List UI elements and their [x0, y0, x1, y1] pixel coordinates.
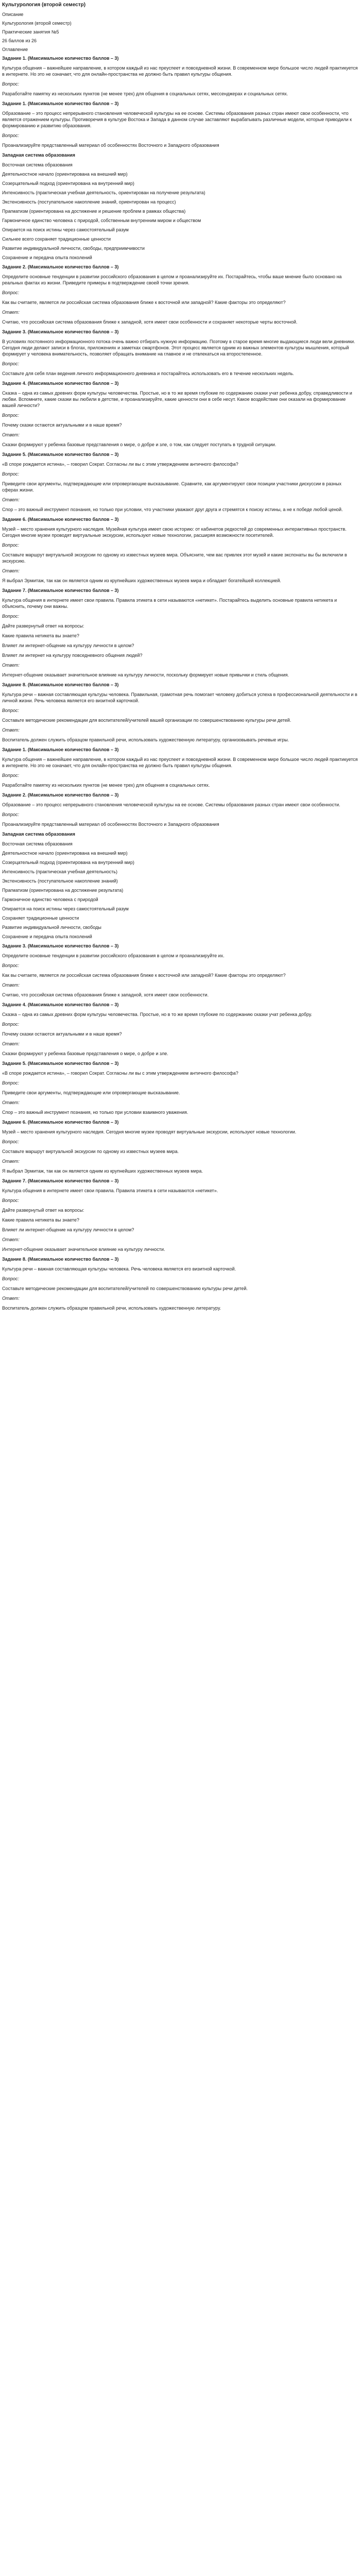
list-item: Созерцательный подход (ориентирована на внутренний мир) — [2, 860, 134, 865]
question-label: Вопрос: — [2, 1080, 19, 1086]
paragraph: Составьте маршрут виртуальной экскурсии по одному из известных музеев мира. Объясните, чем вас привлек этот музей и какие экспонаты вы бы включили в экскурсию. — [2, 552, 347, 564]
question-label: Ответ: — [2, 432, 20, 437]
question-label: Вопрос: — [2, 773, 19, 778]
question-label: Вопрос: — [2, 614, 19, 619]
paragraph: Почему сказки остаются актуальными и в наше время? — [2, 422, 122, 428]
task-heading: Задание 5. (Максимальное количество баллов – 3) — [2, 1061, 119, 1066]
task-section — [2, 100, 358, 148]
question-label: Вопрос: — [2, 413, 19, 418]
task-heading: Задание 7. (Максимальное количество баллов – 3) — [2, 588, 119, 593]
paragraph: Я выбрал Эрмитаж, так как он является одним из крупнейших художественных музеев мира и обладает богатейшей коллекцией. — [2, 578, 281, 583]
paragraph: Влияет ли интернет на культуру повседневного общения людей? — [2, 653, 143, 658]
paragraph: Сказки формируют у ребенка базовые представления о мире, о добре и зле. — [2, 1051, 168, 1056]
paragraph: Я выбрал Эрмитаж, так как он является одним из крупнейших художественных музеев мира. — [2, 1168, 203, 1174]
meta-score: 26 баллов из 26 — [2, 38, 37, 43]
paragraph: Считаю, что российская система образования ближе к западной, хотя имеет свои особенности. — [2, 992, 209, 997]
paragraph: Почему сказки остаются актуальными и в наше время? — [2, 1031, 122, 1037]
task-heading: Задание 6. (Максимальное количество баллов – 3) — [2, 517, 119, 522]
paragraph: Культура речи – важная составляющая культуры человека. Правильная, грамотная речь помогает человеку добиться успеха в профессиональной деятельности и в личной жизни. Речь человека является его визитной карточкой. — [2, 692, 357, 703]
task-heading: Задание 1. (Максимальное количество баллов – 3) — [2, 101, 119, 106]
question-label: Ответ: — [2, 310, 20, 315]
question-label: Ответ: — [2, 1237, 20, 1242]
paragraph: «В споре рождается истина», – говорил Сократ. Согласны ли вы с этим утверждением античного философа? — [2, 462, 238, 467]
question-label: Вопрос: — [2, 290, 19, 295]
task-section — [2, 747, 358, 788]
question-label: Вопрос: — [2, 1276, 19, 1281]
task-section — [2, 1060, 358, 1115]
question-label: Вопрос: — [2, 361, 19, 366]
paragraph: Составьте методические рекомендации для воспитателей/учителей по совершенствованию культуры речи детей. — [2, 1286, 248, 1291]
paragraph: Как вы считаете, является ли российская система образования ближе к восточной или западной? Какие факторы это определяют? — [2, 300, 286, 305]
paragraph: Дайте развернутый ответ на вопросы: — [2, 1208, 84, 1213]
paragraph: Разработайте памятку из нескольких пунктов (не менее трех) для общения в социальных сетях, мессенджерах и социальных сетях. — [2, 91, 288, 96]
list-item: Созерцательный подход (ориентирована на внутренний мир) — [2, 181, 134, 186]
meta-contents-link[interactable]: Оглавление — [2, 47, 28, 52]
paragraph: Проанализируйте представленный материал об особенностях Восточного и Западного образования — [2, 143, 219, 148]
question-label: Ответ: — [2, 568, 20, 573]
paragraph: Считаю, что российская система образования ближе к западной, хотя имеет свои особенности и сохраняет некоторые черты восточной. — [2, 319, 298, 325]
paragraph: Музей – место хранения культурного наследия. Музейная культура имеет свою историю: от кабинетов редкостей до современных интерактивных пространств. Сегодня многие музеи проводят виртуальные экскурсии, используют новые технологии, расширяя возможности посетителей. — [2, 527, 347, 538]
list-item: Гармоничное единство человека с природой — [2, 897, 98, 902]
question-label: Вопрос: — [2, 1022, 19, 1027]
meta-course-name: Культурология (второй семестр) — [2, 21, 72, 26]
task-section — [2, 55, 358, 97]
paragraph: Составьте методические рекомендации для воспитателей/учителей вашей организации по совершенствованию культуры речи детей. — [2, 718, 291, 723]
paragraph: «В споре рождается истина», – говорил Сократ. Согласны ли вы с этим утверждением античного философа? — [2, 1071, 238, 1076]
paragraph: Воспитатель должен служить образцом правильной речи, использовать художественную литературу. — [2, 1306, 221, 1311]
paragraph: Приведите свои аргументы, подтверждающие или опровергающие высказывание. Сравните, как аргументируют свои позиции участники дискуссии в разных сферах жизни. — [2, 481, 342, 493]
paragraph: Влияет ли интернет-общение на культуру личности в целом? — [2, 643, 134, 648]
question-label: Ответ: — [2, 727, 20, 733]
paragraph: Влияет ли интернет-общение на культуру личности в целом? — [2, 1227, 134, 1232]
document-meta — [2, 11, 358, 53]
task-section — [2, 264, 358, 325]
paragraph: Составьте маршрут виртуальной экскурсии по одному из известных музеев мира. — [2, 1149, 179, 1154]
paragraph: Спор – это важный инструмент познания, но только при условии, что участники уважают друг друга и стремятся к поиску истины, а не к победе любой ценой. — [2, 507, 343, 512]
paragraph: Культура общения в интернете имеет свои правила. Правила этикета в сети называются «нетикет». — [2, 1188, 218, 1193]
paragraph: Определите основные тенденции в развитии российского образования в целом и проанализируйте их. — [2, 953, 225, 958]
paragraph: Как вы считаете, является ли российская система образования ближе к восточной или западной? Какие факторы это определяют? — [2, 973, 286, 978]
paragraph: Сказки формируют у ребенка базовые представления о мире, о добре и зле, о том, как следует поступать в трудной ситуации. — [2, 442, 277, 447]
list-item: Опирается на поиск истины через самостоятельный разум — [2, 906, 129, 911]
question-label: Вопрос: — [2, 81, 19, 87]
task-heading: Задание 1. (Максимальное количество баллов – 3) — [2, 56, 119, 61]
task-section — [2, 1178, 358, 1252]
paragraph: Образование – это процесс непрерывного становления человеческой культуры на ее основе. Системы образования разных стран имеют свои особенности, что является отражением культуры. Противоречия в культуре Востока и Запада в данном случае заставляют вырабатывать различные модели, которые приводили к формированию и развитию образования. — [2, 111, 352, 128]
task-section — [2, 329, 358, 377]
paragraph: Воспитатель должен служить образцом правильной речи, использовать художественную литературу, организовывать речевые игры. — [2, 737, 289, 742]
document-title: Культурология (второй семестр) — [2, 2, 86, 8]
question-label: Ответ: — [2, 1159, 20, 1164]
task-section — [2, 831, 358, 940]
task-heading: Западная система образования — [2, 832, 75, 837]
question-label: Вопрос: — [2, 133, 19, 138]
meta-practice-title: Практические занятия №5 — [2, 29, 59, 35]
list-item: Гармоничное единство человека с природой, собственным внутренним миром и обществом — [2, 218, 201, 223]
question-label: Ответ: — [2, 1041, 20, 1046]
task-heading: Задание 8. (Максимальное количество баллов – 3) — [2, 1257, 119, 1262]
task-section — [2, 516, 358, 584]
task-heading: Задание 6. (Максимальное количество баллов – 3) — [2, 1120, 119, 1125]
task-section — [2, 380, 358, 448]
list-item: Деятельностное начало (ориентирована на внешний мир) — [2, 172, 128, 177]
task-heading: Задание 4. (Максимальное количество баллов – 3) — [2, 381, 119, 386]
task-heading: Западная система образования — [2, 152, 75, 158]
list-item: Сохранение и передача опыта поколений — [2, 934, 92, 939]
meta-description-label: Описание — [2, 12, 24, 17]
task-section — [2, 152, 358, 261]
question-label: Ответ: — [2, 663, 20, 668]
list-item: Развитие индивидуальной личности, свободы, предприимчивости — [2, 246, 145, 251]
task-section — [2, 1256, 358, 1311]
task-section — [2, 587, 358, 678]
list-item: Экстенсивность (поступательное накопление знаний) — [2, 878, 118, 884]
question-label: Ответ: — [2, 497, 20, 502]
task-section — [2, 1119, 358, 1174]
task-heading: Задание 1. (Максимальное количество баллов – 3) — [2, 747, 119, 752]
paragraph: Сказка – одна из самых древних форм культуры человечества. Простые, но в то же время глубокие по содержанию сказки учат ребенка добру. — [2, 1012, 313, 1017]
paragraph: Дайте развернутый ответ на вопросы: — [2, 623, 84, 629]
task-section — [2, 943, 358, 998]
paragraph: Музей – место хранения культурного наследия. Сегодня многие музеи проводят виртуальные экскурсии, используют новые технологии. — [2, 1129, 297, 1134]
list-item: Интенсивность (практическая учебная деятельность, ориентирован на получение результата) — [2, 190, 205, 195]
list-item: Развитие индивидуальной личности, свободы — [2, 925, 101, 930]
question-label: Вопрос: — [2, 471, 19, 477]
task-list — [2, 55, 358, 1311]
task-heading: Задание 3. (Максимальное количество баллов – 3) — [2, 329, 119, 334]
task-section — [2, 682, 358, 743]
list-item: Сильнее всего сохраняет традиционные ценности — [2, 236, 111, 242]
list-item: Экстенсивность (поступательное накопление знаний, ориентирован на процесс) — [2, 199, 176, 205]
question-label: Вопрос: — [2, 1139, 19, 1144]
question-label: Вопрос: — [2, 1198, 19, 1203]
paragraph: Образование – это процесс непрерывного становления человеческой культуры на ее основе. Системы образования разных стран имеют свои особенности. — [2, 802, 340, 807]
list-item: Сохранение и передача опыта поколений — [2, 255, 92, 260]
task-heading: Задание 4. (Максимальное количество баллов – 3) — [2, 1002, 119, 1007]
question-label: Ответ: — [2, 982, 20, 988]
question-label: Вопрос: — [2, 812, 19, 817]
list-item: Деятельностное начало (ориентирована на внешний мир) — [2, 851, 128, 856]
paragraph: Спор – это важный инструмент познания, но только при условии взаимного уважения. — [2, 1110, 188, 1115]
list-item: Сохраняет традиционные ценности — [2, 916, 79, 921]
paragraph: Интернет-общение оказывает значительное влияние на культуру личности. — [2, 1247, 165, 1252]
paragraph: Какие правила нетикета вы знаете? — [2, 633, 79, 638]
question-label: Вопрос: — [2, 963, 19, 968]
list-item: Восточная система образования — [2, 162, 73, 167]
list-item: Интенсивность (практическая учебная деятельность) — [2, 869, 117, 874]
paragraph: Культура общения – важнейшее направление, в котором каждый из нас преуспеет и повседневной жизни. В современном мире большое число людей практикуется в интернете. Но это не означает, что для онлайн-пространства не должно быть правил культуры общения. — [2, 65, 358, 77]
question-label: Ответ: — [2, 1100, 20, 1105]
task-section — [2, 1002, 358, 1057]
list-item: Прагматизм (ориентирована на достижение результата) — [2, 888, 124, 893]
paragraph: Какие правила нетикета вы знаете? — [2, 1217, 79, 1223]
task-heading: Задание 3. (Максимальное количество баллов – 3) — [2, 943, 119, 948]
list-item: Восточная система образования — [2, 841, 73, 846]
paragraph: Разработайте памятку из нескольких пунктов (не менее трех) для общения в социальных сетях. — [2, 783, 210, 788]
paragraph: Культура речи – важная составляющая культуры человека. Речь человека является его визитной карточкой. — [2, 1266, 236, 1272]
question-label: Ответ: — [2, 1296, 20, 1301]
paragraph: Интернет-общение оказывает значительное влияние на культуру личности, поскольку формирует новые привычки и стиль общения. — [2, 672, 289, 677]
task-heading: Задание 2. (Максимальное количество баллов – 3) — [2, 792, 119, 798]
task-section — [2, 792, 358, 827]
paragraph: Сказка – одна из самых древних форм культуры человечества. Простые, но в то же время глубокие по содержанию сказки учат ребенка добру, справедливости и любви. Вспомните, какие сказки вы любили в детстве, и проанализируйте, какие ценности они в себе несут. Какое воздействие они оказали на формирование вашей личности? — [2, 391, 352, 408]
paragraph: Проанализируйте представленный материал об особенностях Восточного и Западного образования — [2, 822, 219, 827]
paragraph: Приведите свои аргументы, подтверждающие или опровергающие высказывание. — [2, 1090, 180, 1095]
task-section — [2, 451, 358, 513]
task-heading: Задание 2. (Максимальное количество баллов – 3) — [2, 264, 119, 269]
task-heading: Задание 7. (Максимальное количество баллов – 3) — [2, 1178, 119, 1183]
paragraph: Определите основные тенденции в развитии российского образования в целом и проанализируйте их. Постарайтесь, чтобы ваше мнение было основано на реальных фактах из жизни. Приведите примеры в подтверждение своей точки зрения. — [2, 274, 342, 285]
list-item: Опирается на поиск истины через самостоятельный разум — [2, 227, 129, 232]
paragraph: Культура общения в интернете имеет свои правила. Правила этикета в сети называются «нетикет». Постарайтесь выделить основные правила нетикета и объяснить, почему они важны. — [2, 598, 337, 609]
paragraph: Составьте для себя план ведения личного информационного дневника и постарайтесь использовать его в течение нескольких недель. — [2, 371, 295, 376]
question-label: Вопрос: — [2, 708, 19, 713]
list-item: Прагматизм (ориентирована на достижение и решение проблем в рамках общества) — [2, 209, 186, 214]
task-heading: Задание 8. (Максимальное количество баллов – 3) — [2, 682, 119, 687]
paragraph: Культура общения – важнейшее направление, в котором каждый из нас преуспеет и повседневной жизни. В современном мире большое число людей практикуется в интернете. Но это не означает, что для онлайн-пространства не должно быть правил культуры общения. — [2, 757, 358, 768]
question-label: Вопрос: — [2, 543, 19, 548]
paragraph: В условиях постоянного информационного потока очень важно отбирать нужную информацию. Поэтому в старое время многие выдающиеся люди вели дневники. Сегодня люди делают записи в блогах, приложениях и заметках смартфонов. Этот процесс является одним из важных элементов культуры мышления, который формирует у человека внимательность, позволяет обращать внимание на главное и не отвлекаться на второстепенное. — [2, 339, 355, 357]
task-heading: Задание 5. (Максимальное количество баллов – 3) — [2, 452, 119, 457]
